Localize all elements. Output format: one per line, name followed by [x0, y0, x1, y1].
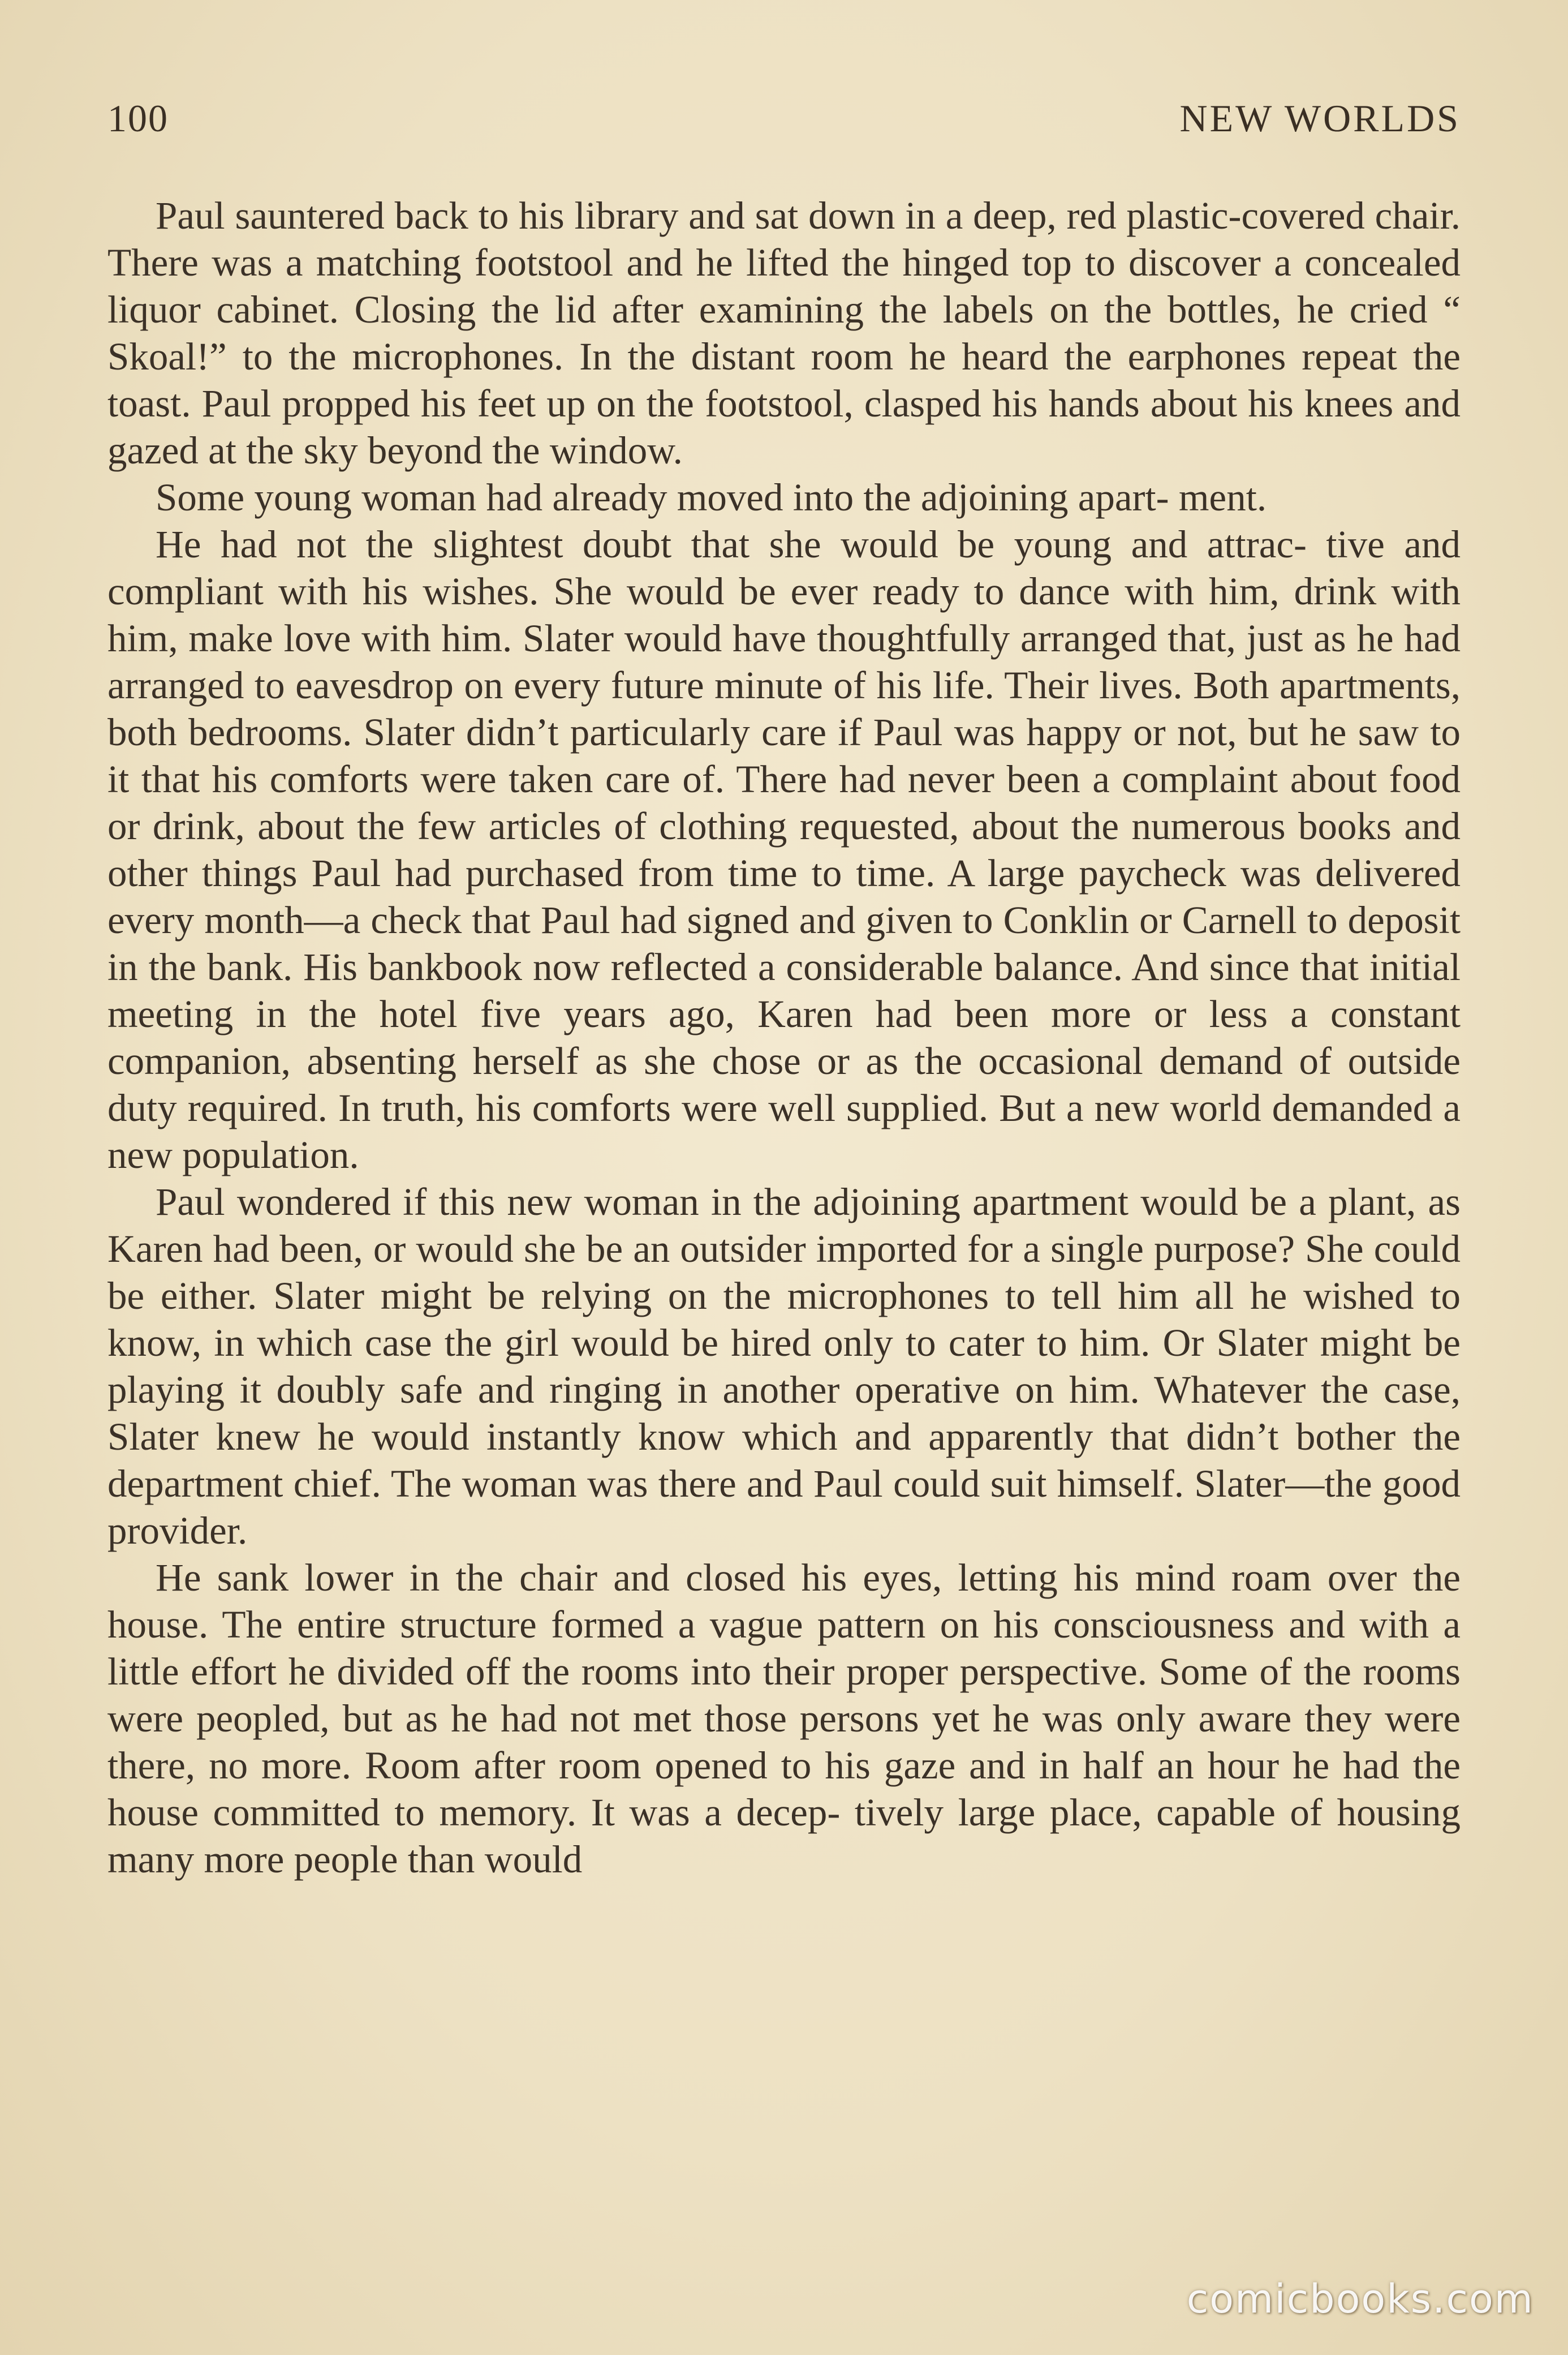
page-header [107, 96, 1461, 158]
paragraph-2: Some young woman had already moved into the adjoining apart- ment. [156, 476, 1267, 519]
body-text [107, 192, 1461, 1883]
watermark: comicbooks.com [1186, 2276, 1534, 2322]
paragraph-3: He had not the slightest doubt that she would be young and attrac- tive and compliant with his wishes. She would be ever ready to dance with him, drink with him, make love with him. Slater would have thoughtfully arranged that, just as he had arranged to eavesdrop on every future minute of his life. Their lives. Both apartments, both bedrooms. Slater didn’t particularly care if Paul was happy or not, but he saw to it that his comforts were taken care of. There had never been a complaint about food or drink, about the few articles of clothing requested, about the numerous books and other things Paul had purchased from time to time. A large paycheck was delivered every month—a check that Paul had signed and given to Conklin or Carnell to deposit in the bank. His bankbook now reflected a considerable balance. And since that initial meeting in the hotel five years ago, Karen had been more or less a constant companion, absenting herself as she chose or as the occasional demand of outside duty required. In truth, his comforts were well supplied. But a new world demanded a new population. [107, 523, 1461, 1176]
paragraph-1: Paul sauntered back to his library and sat down in a deep, red plastic-covered chair. There was a matching footstool and he lifted the hinged top to discover a concealed liquor cabinet. Closing the lid after examining the labels on the bottles, he cried “ Skoal!” to the microphones. In the distant room he heard the earphones repeat the toast. Paul propped his feet up on the footstool, clasped his hands about his knees and gazed at the sky beyond the window. [107, 194, 1461, 472]
paragraph-4: Paul wondered if this new woman in the adjoining apartment would be a plant, as Karen had been, or would she be an outsider imported for a single purpose? She could be either. Slater might be relying on the microphones to tell him all he wished to know, in which case the girl would be hired only to cater to him. Or Slater might be playing it doubly safe and ringing in another operative on him. Whatever the case, Slater knew he would instantly know which and apparently that didn’t bother the department chief. The woman was there and Paul could suit himself. Slater—the good provider. [107, 1180, 1461, 1552]
running-head: NEW WORLDS [1179, 97, 1461, 140]
paragraph-5: He sank lower in the chair and closed his eyes, letting his mind roam over the house. The entire structure formed a vague pattern on his consciousness and with a little effort he divided off the rooms into their proper perspective. Some of the rooms were peopled, but as he had not met those persons yet he was only aware they were there, no more. Room after room opened to his gaze and in half an hour he had the house committed to memory. It was a decep- tively large place, capable of housing many more people than would [107, 1556, 1461, 1881]
page-number: 100 [107, 97, 169, 140]
